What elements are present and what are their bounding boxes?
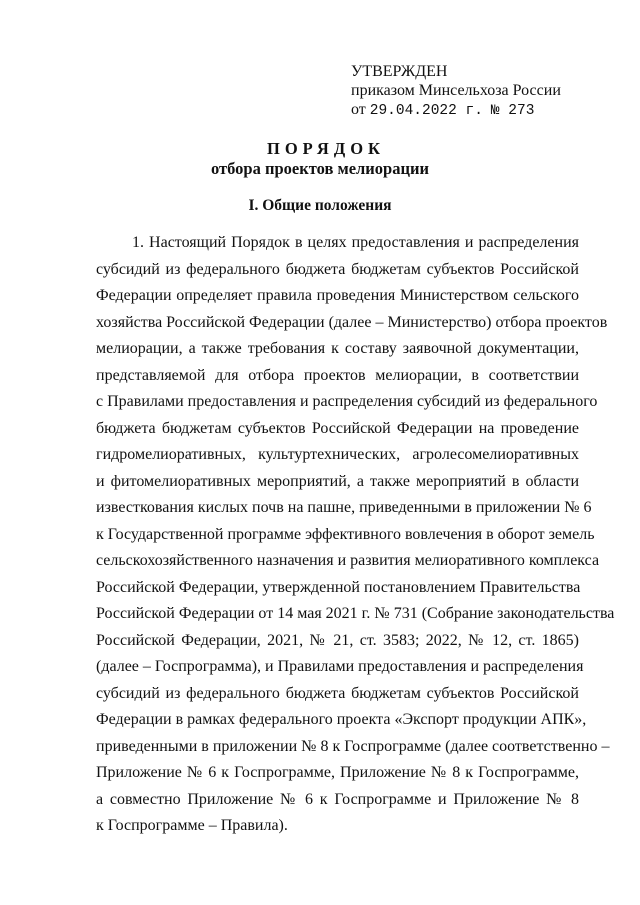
title-main: ПОРЯДОК (267, 139, 385, 158)
paragraph-line: сельскохозяйственного назначения и развития мелиоративного комплекса (96, 552, 600, 569)
paragraph-line: Федерации в рамках федерального проекта «Экспорт продукции АПК», (96, 711, 587, 728)
paragraph-line: бюджета бюджетам субъектов Российской Федерации на проведение (96, 419, 579, 437)
paragraph-line: к Государственной программе эффективного вовлечения в оборот земель (96, 525, 595, 543)
paragraph-line: субсидий из федерального бюджета бюджетам субъектов Российской (96, 260, 579, 278)
paragraph-line: а совместно Приложение № 6 к Госпрограмме и Приложение № 8 (96, 790, 579, 808)
paragraph-line: известкования кислых почв на пашне, приведенными в приложении № 6 (96, 499, 592, 516)
paragraph-line: (далее – Госпрограмма), и Правилами предоставления и распределения (96, 658, 584, 675)
paragraph-line: к Госпрограмме – Правила). (96, 817, 288, 834)
paragraph-line: приведенными в приложении № 8 к Госпрограмме (далее соответственно – (96, 737, 610, 755)
order-date-line (351, 100, 561, 121)
order-issuer: приказом Минсельхоза России (351, 82, 561, 99)
approval-stamp (351, 62, 561, 121)
paragraph-line: Приложение № 6 к Госпрограмме, Приложение № 8 к Госпрограмме, (96, 764, 579, 781)
paragraph-line: субсидий из федерального бюджета бюджетам субъектов Российской (96, 684, 579, 702)
paragraph-line: мелиорации, а также требования к составу заявочной документации, (96, 340, 579, 357)
paragraph-line: 1. Настоящий Порядок в целях предоставления и распределения (132, 234, 579, 251)
paragraph-line: Российской Федерации, 2021, № 21, ст. 3583; 2022, № 12, ст. 1865) (96, 631, 579, 649)
order-date: 29.04.2022 г. (369, 103, 483, 119)
paragraph-line: хозяйства Российской Федерации (далее – Министерство) отбора проектов (96, 313, 608, 331)
order-number: № 273 (490, 103, 535, 119)
paragraph-line: и фитомелиоративных мероприятий, а также мероприятий в области (96, 472, 579, 490)
paragraph-line: гидромелиоративных, культуртехнических, агролесомелиоративных (96, 446, 579, 463)
document-title (0, 139, 640, 179)
approved-label: УТВЕРЖДЕН (351, 63, 448, 80)
paragraph-line: Российской Федерации от 14 мая 2021 г. № 731 (Собрание законодательства (96, 605, 615, 622)
date-prefix: от (351, 101, 366, 118)
section-heading: I. Общие положения (248, 197, 392, 214)
paragraph-line: с Правилами предоставления и распределения субсидий из федерального (96, 393, 598, 410)
paragraph-body (96, 230, 615, 840)
paragraph-line: Российской Федерации, утвержденной постановлением Правительства (96, 578, 581, 596)
paragraph-line: Федерации определяет правила проведения Министерством сельского (96, 287, 579, 304)
paragraph-line: представляемой для отбора проектов мелиорации, в соответствии (96, 366, 579, 384)
title-subtitle: отбора проектов мелиорации (210, 159, 430, 178)
